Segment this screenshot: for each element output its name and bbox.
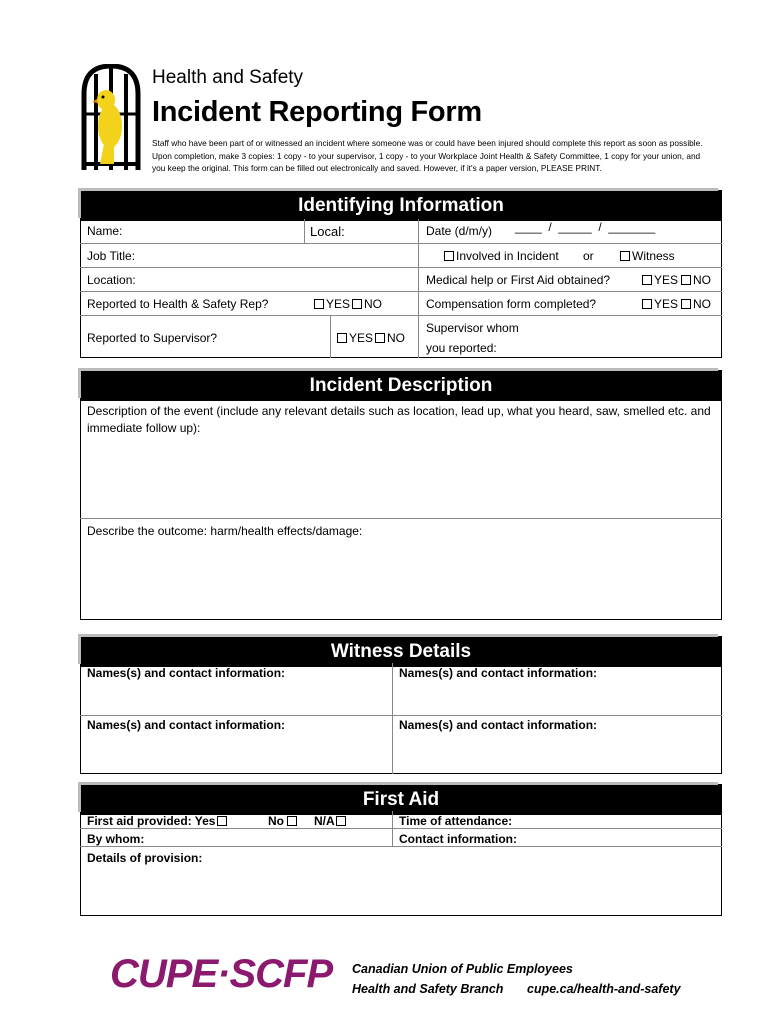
location-field[interactable]: Location: — [87, 273, 136, 287]
witness-heading: Witness Details — [81, 637, 721, 667]
incident-heading: Incident Description — [81, 371, 721, 401]
footer-branch: Health and Safety Branch — [352, 982, 504, 996]
sup-yes-option[interactable]: YES — [337, 331, 373, 345]
outcome-field[interactable]: Describe the outcome: harm/health effects/damage: — [87, 524, 363, 538]
witness-contact-1[interactable]: Names(s) and contact information: — [87, 666, 286, 680]
medical-label: Medical help or First Aid obtained? — [426, 273, 611, 287]
you-reported-label: you reported: — [426, 341, 497, 355]
description-field[interactable]: Description of the event (include any relevant details such as location, lead up, what you heard, saw, smelled etc. and immediate follow up): — [87, 404, 711, 435]
checkbox-icon[interactable] — [642, 275, 652, 285]
witness-checkbox[interactable] — [620, 251, 630, 261]
first-aid-section — [80, 784, 722, 916]
contact-info-field[interactable]: Contact information: — [399, 832, 517, 846]
cupe-scfp-logo: CUPE·SCFP — [110, 952, 333, 996]
medical-no-option[interactable]: NO — [681, 273, 711, 287]
first-aid-heading: First Aid — [81, 785, 721, 815]
by-whom-field[interactable]: By whom: — [87, 832, 145, 846]
footer-org: Canadian Union of Public Employees — [352, 962, 573, 976]
witness-option[interactable]: Witness — [620, 249, 675, 263]
checkbox-icon[interactable] — [375, 333, 385, 343]
checkbox-icon[interactable] — [336, 816, 346, 826]
rep-yes-option[interactable]: YES — [314, 297, 350, 311]
intro-text: Staff who have been part of or witnessed an incident where someone was or could have been injured should complete this report as soon as possible. Upon completion, make 3 copies: 1 copy - to your supervisor, 1 copy - to your Workplace Joint Health & Safety Committee, 1 copy for your union, and you keep the original. This form can be filled out electronically and saved. However, if it's a paper version, PLEASE PRINT. — [152, 138, 703, 173]
reported-supervisor-label: Reported to Supervisor? — [87, 331, 218, 345]
checkbox-icon[interactable] — [681, 299, 691, 309]
job-title-field[interactable]: Job Title: — [87, 249, 136, 263]
identifying-heading: Identifying Information — [81, 191, 721, 221]
local-field[interactable]: Local: — [310, 224, 345, 239]
footer-url[interactable]: cupe.ca/health-and-safety — [527, 982, 681, 996]
checkbox-icon[interactable] — [681, 275, 691, 285]
details-provision-field[interactable]: Details of provision: — [87, 851, 203, 865]
page-title: Incident Reporting Form — [152, 96, 482, 128]
compensation-label: Compensation form completed? — [426, 297, 597, 311]
or-label: or — [583, 249, 594, 263]
date-field[interactable]: ____ / _____ / _______ — [515, 220, 656, 234]
comp-no-option[interactable]: NO — [681, 297, 711, 311]
first-aid-na-option[interactable]: N/A — [314, 814, 348, 828]
checkbox-icon[interactable] — [352, 299, 362, 309]
sup-no-option[interactable]: NO — [375, 331, 405, 345]
involved-option[interactable]: Involved in Incident — [444, 249, 559, 263]
comp-yes-option[interactable]: YES — [642, 297, 678, 311]
date-label: Date (d/m/y) — [426, 224, 493, 238]
witness-contact-4[interactable]: Names(s) and contact information: — [399, 718, 598, 732]
medical-yes-option[interactable]: YES — [642, 273, 678, 287]
header-supertitle: Health and Safety — [152, 67, 304, 88]
supervisor-whom-label: Supervisor whom — [426, 321, 519, 335]
checkbox-icon[interactable] — [217, 816, 227, 826]
checkbox-icon[interactable] — [314, 299, 324, 309]
reported-rep-label: Reported to Health & Safety Rep? — [87, 297, 269, 311]
first-aid-yes-option[interactable]: First aid provided: Yes — [87, 814, 229, 828]
witness-section — [80, 636, 722, 774]
checkbox-icon[interactable] — [337, 333, 347, 343]
time-attendance-field[interactable]: Time of attendance: — [399, 814, 513, 828]
witness-contact-2[interactable]: Names(s) and contact information: — [399, 666, 598, 680]
witness-contact-3[interactable]: Names(s) and contact information: — [87, 718, 286, 732]
name-field[interactable]: Name: — [87, 224, 123, 238]
involved-checkbox[interactable] — [444, 251, 454, 261]
rep-no-option[interactable]: NO — [352, 297, 382, 311]
first-aid-no-option[interactable]: No — [268, 814, 299, 828]
checkbox-icon[interactable] — [642, 299, 652, 309]
checkbox-icon[interactable] — [287, 816, 297, 826]
canary-cage-logo — [80, 64, 142, 170]
